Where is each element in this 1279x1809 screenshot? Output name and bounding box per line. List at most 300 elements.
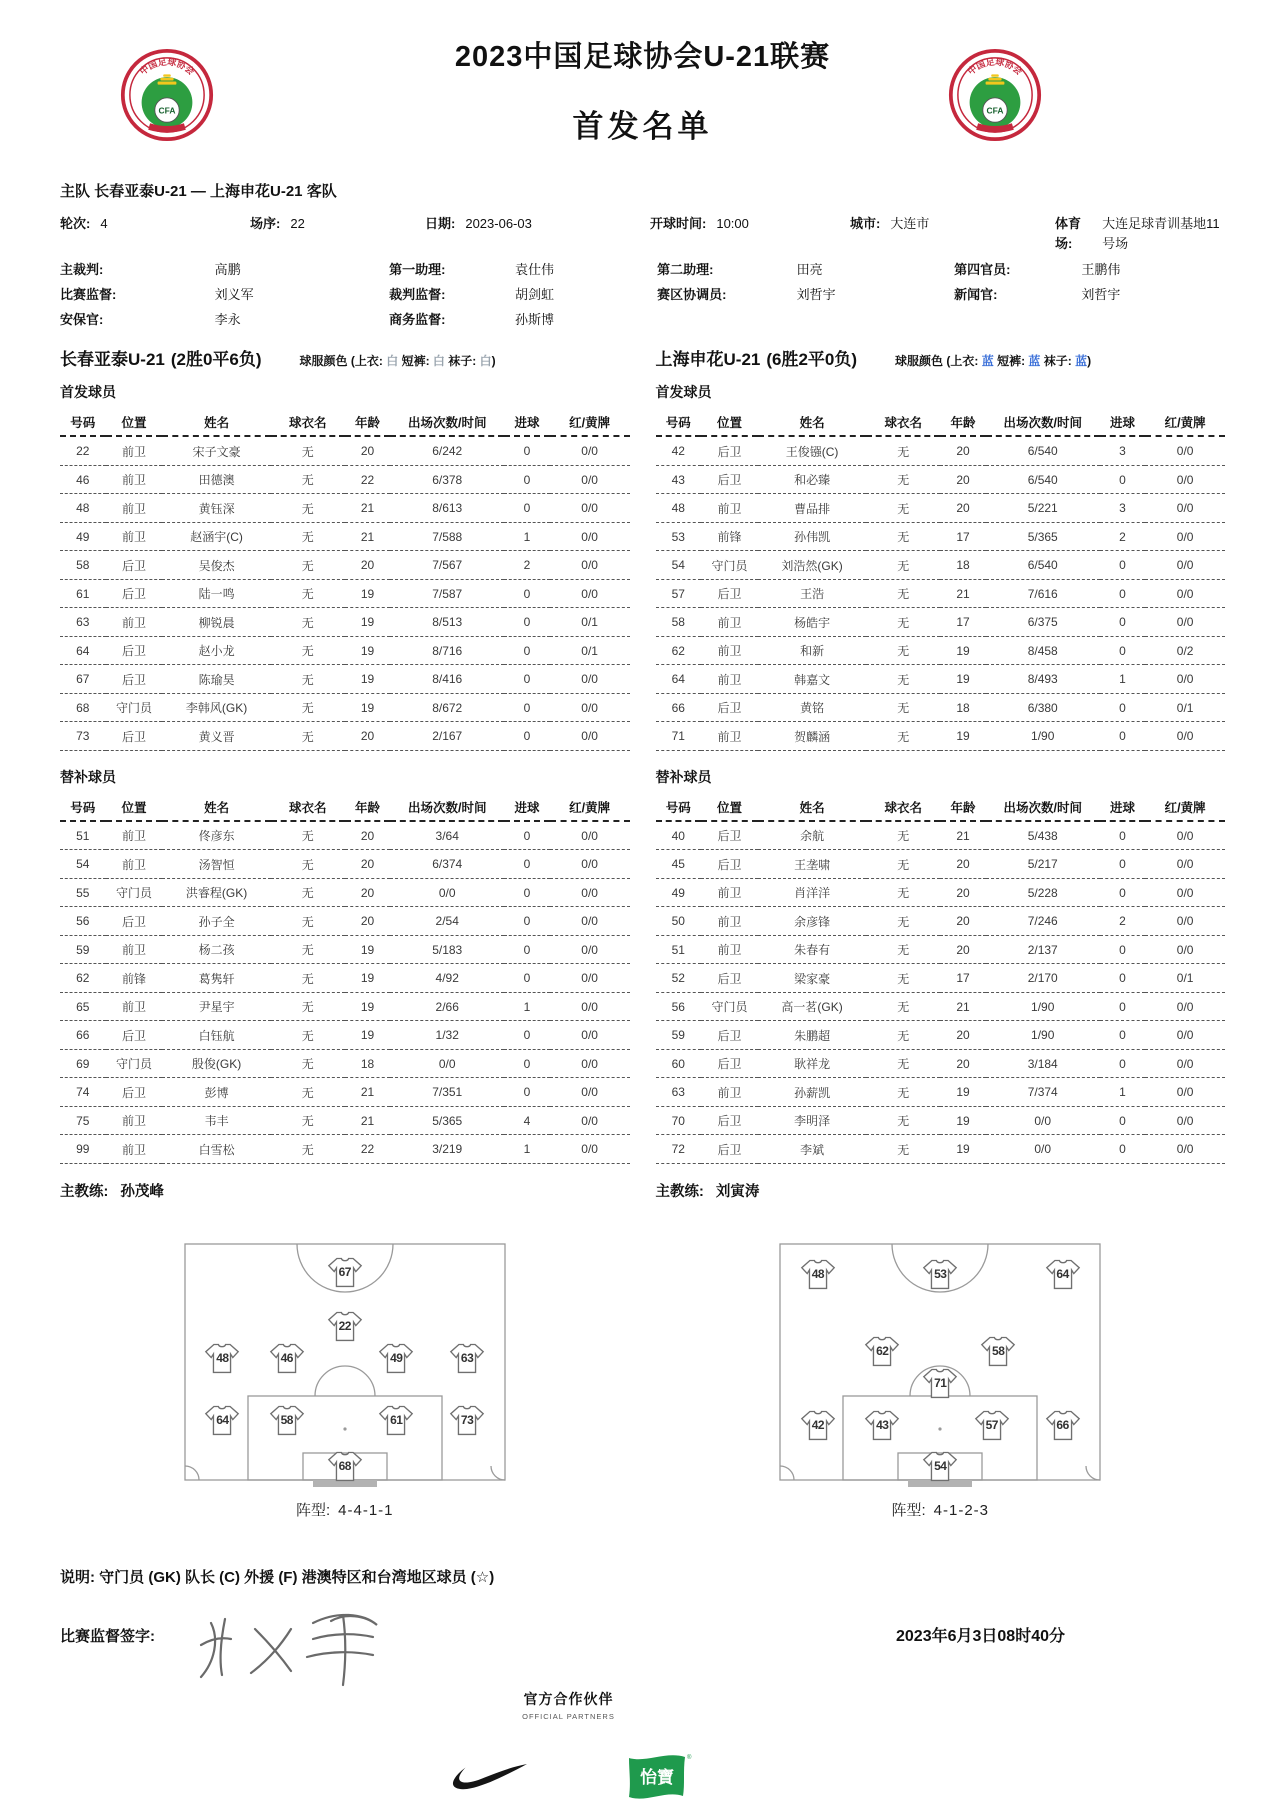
player-cell: 李韩风(GK): [162, 693, 270, 722]
player-cell: 0: [504, 821, 550, 850]
player-cell: 74: [60, 1078, 106, 1107]
player-cell: 0: [1100, 636, 1146, 665]
player-cell: 70: [656, 1106, 702, 1135]
player-cell: 65: [60, 992, 106, 1021]
player-cell: 58: [60, 551, 106, 580]
player-cell: 58: [656, 608, 702, 637]
info-label: 安保官:: [60, 312, 104, 327]
player-cell: 陈瑜昊: [162, 665, 270, 694]
shirt-number: 22: [338, 1319, 351, 1334]
player-cell: 朱春有: [758, 935, 866, 964]
column-header: 球衣名: [271, 793, 345, 821]
shirt-number: 48: [811, 1267, 825, 1282]
info-pair: [850, 214, 1055, 254]
player-cell: 2/170: [986, 964, 1100, 993]
player-cell: 6/374: [390, 850, 504, 879]
player-cell: 7/374: [986, 1078, 1100, 1107]
player-cell: 3/219: [390, 1135, 504, 1164]
column-header: 位置: [106, 408, 163, 436]
player-cell: 柳锐晨: [162, 608, 270, 637]
player-cell: 前卫: [106, 522, 163, 551]
kit-color-value: 蓝: [981, 354, 994, 368]
home-pitch: [184, 1243, 506, 1489]
info-value: 袁仕伟: [515, 262, 555, 277]
player-cell: 20: [345, 436, 391, 465]
player-cell: 0/0: [550, 436, 630, 465]
player-cell: 守门员: [106, 878, 163, 907]
player-cell: 19: [940, 1135, 986, 1164]
player-cell: 56: [60, 907, 106, 936]
player-cell: 佟彦东: [162, 821, 270, 850]
player-cell: 8/672: [390, 693, 504, 722]
shirt-number: 48: [216, 1351, 229, 1366]
column-header: 进球: [1100, 408, 1146, 436]
player-cell: 0: [504, 878, 550, 907]
player-cell: 8/613: [390, 494, 504, 523]
officials-row-2: [60, 285, 1225, 304]
player-cell: 2: [504, 551, 550, 580]
player-row: [60, 1135, 630, 1164]
info-value: 大连足球青训基地11号场: [1102, 216, 1220, 251]
home-team-record: (2胜0平6负): [170, 350, 262, 369]
partners-section: [0, 1689, 1151, 1803]
home-coach-line: [60, 1180, 630, 1201]
player-cell: 后卫: [106, 636, 163, 665]
player-row: [60, 1078, 630, 1107]
player-cell: 0/0: [1145, 850, 1225, 879]
player-cell: 0/0: [550, 665, 630, 694]
player-cell: 20: [345, 850, 391, 879]
player-row: [656, 636, 1226, 665]
player-cell: 前锋: [701, 522, 758, 551]
shirt-number: 66: [1056, 1417, 1069, 1432]
player-cell: 余航: [758, 821, 866, 850]
shirt-number: 57: [985, 1417, 998, 1432]
cestbon-logo: [621, 1751, 693, 1803]
player-cell: 0/0: [1145, 1049, 1225, 1078]
player-cell: 4: [504, 1106, 550, 1135]
player-cell: 无: [866, 1021, 940, 1050]
player-row: [656, 608, 1226, 637]
player-cell: 无: [866, 878, 940, 907]
info-pair: [657, 260, 954, 279]
player-row: [656, 436, 1226, 465]
cfa-logo-left: [120, 48, 214, 142]
player-cell: 6/380: [986, 693, 1100, 722]
player-cell: 19: [345, 693, 391, 722]
player-shirt: [922, 1367, 958, 1399]
player-cell: 孙子全: [162, 907, 270, 936]
column-header: 红/黄牌: [550, 408, 630, 436]
shirt-number: 64: [216, 1412, 229, 1427]
column-header: 红/黄牌: [1145, 408, 1225, 436]
player-cell: 20: [345, 551, 391, 580]
player-cell: 72: [656, 1135, 702, 1164]
player-cell: 无: [271, 608, 345, 637]
player-cell: 杨二孩: [162, 935, 270, 964]
player-cell: 后卫: [106, 1021, 163, 1050]
player-cell: 贺麟涵: [758, 722, 866, 751]
player-shirt: [1045, 1409, 1081, 1441]
player-row: [60, 722, 630, 751]
column-header: 号码: [60, 793, 106, 821]
player-row: [60, 1021, 630, 1050]
player-cell: 0/0: [1145, 494, 1225, 523]
player-row: [60, 636, 630, 665]
column-header: 球衣名: [866, 793, 940, 821]
info-pair: [250, 214, 425, 254]
column-header: 进球: [504, 408, 550, 436]
home-formation-value: 4-4-1-1: [338, 1501, 394, 1519]
player-cell: 53: [656, 522, 702, 551]
player-shirt: [378, 1342, 414, 1374]
player-row: [656, 1106, 1226, 1135]
info-pair: [60, 260, 389, 279]
player-shirt: [922, 1450, 958, 1482]
player-cell: 无: [866, 1106, 940, 1135]
player-cell: 无: [271, 1106, 345, 1135]
kit-prefix: 球服颜色 (: [299, 354, 355, 368]
shirt-number: 43: [876, 1417, 889, 1432]
player-cell: 0/0: [1145, 465, 1225, 494]
player-cell: 75: [60, 1106, 106, 1135]
player-cell: 尹星宇: [162, 992, 270, 1021]
player-cell: 无: [866, 722, 940, 751]
player-row: [656, 693, 1226, 722]
player-cell: 61: [60, 579, 106, 608]
column-header: 号码: [60, 408, 106, 436]
player-cell: 守门员: [106, 1049, 163, 1078]
player-cell: 42: [656, 436, 702, 465]
player-cell: 0/0: [550, 935, 630, 964]
signature-label: 比赛监督签字:: [60, 1627, 155, 1645]
away-pitch: [779, 1243, 1101, 1489]
player-cell: 8/416: [390, 665, 504, 694]
player-cell: 0: [504, 722, 550, 751]
home-team-header: [60, 345, 630, 370]
player-cell: 无: [271, 821, 345, 850]
player-cell: 7/567: [390, 551, 504, 580]
away-formation-diagram: [656, 1243, 1226, 1520]
player-row: [60, 1106, 630, 1135]
kit-part-label: 短裤:: [993, 354, 1029, 368]
column-header: 号码: [656, 408, 702, 436]
player-cell: 黄铭: [758, 693, 866, 722]
player-cell: 0: [1100, 1106, 1146, 1135]
player-cell: 后卫: [701, 821, 758, 850]
player-cell: 5/438: [986, 821, 1100, 850]
player-cell: 后卫: [701, 964, 758, 993]
player-cell: 前卫: [106, 1106, 163, 1135]
player-cell: 前卫: [701, 1078, 758, 1107]
player-cell: 19: [345, 579, 391, 608]
kit-part-label: 上衣:: [354, 354, 387, 368]
formation-label: 阵型:: [295, 1501, 331, 1519]
away-starters-label: 首发球员: [655, 384, 712, 400]
cestbon-flag-icon: [621, 1751, 693, 1803]
info-pair: [389, 285, 657, 304]
player-cell: 21: [345, 494, 391, 523]
svg-text:中国足球协会: 中国足球协会: [137, 56, 197, 77]
away-team-name: 上海申花U-21: [655, 350, 761, 369]
info-label: 比赛监督:: [60, 287, 117, 302]
player-cell: 19: [345, 665, 391, 694]
player-cell: 0: [504, 1078, 550, 1107]
player-cell: 5/183: [390, 935, 504, 964]
home-coach-name: 孙茂峰: [120, 1183, 164, 1200]
player-cell: 0/1: [1145, 964, 1225, 993]
player-cell: 前卫: [106, 821, 163, 850]
player-cell: 0/0: [1145, 522, 1225, 551]
home-formation-label: [296, 1499, 394, 1520]
player-cell: 43: [656, 465, 702, 494]
column-header: 姓名: [758, 793, 866, 821]
player-shirt: [204, 1404, 240, 1436]
info-pair: [657, 285, 954, 304]
player-cell: 6/540: [986, 436, 1100, 465]
home-formation-diagram: [60, 1243, 630, 1520]
player-cell: 63: [60, 608, 106, 637]
partner-logos: [0, 1751, 1151, 1803]
player-cell: 0/0: [550, 522, 630, 551]
partners-subtitle: OFFICIAL PARTNERS: [522, 1711, 615, 1721]
shirt-number: 63: [460, 1351, 474, 1366]
player-shirt: [864, 1409, 900, 1441]
player-cell: 19: [345, 608, 391, 637]
player-cell: 0: [1100, 693, 1146, 722]
player-cell: 0/0: [550, 850, 630, 879]
player-cell: 21: [345, 522, 391, 551]
player-cell: 1/90: [986, 1021, 1100, 1050]
kit-color-value: 白: [479, 354, 492, 368]
info-pair: [389, 260, 657, 279]
player-cell: 王俊镪(C): [758, 436, 866, 465]
away-team-record: (6胜2平0负): [766, 350, 858, 369]
player-cell: 19: [345, 964, 391, 993]
column-header: 出场次数/时间: [390, 793, 504, 821]
player-cell: 69: [60, 1049, 106, 1078]
info-value: 刘义军: [214, 287, 254, 302]
player-cell: 后卫: [701, 693, 758, 722]
shirt-number: 54: [934, 1459, 947, 1474]
column-header: 红/黄牌: [550, 793, 630, 821]
player-cell: 前卫: [106, 608, 163, 637]
player-cell: 后卫: [106, 722, 163, 751]
player-cell: 21: [940, 821, 986, 850]
shirt-number: 58: [280, 1412, 293, 1427]
player-cell: 64: [60, 636, 106, 665]
player-cell: 0/0: [550, 821, 630, 850]
info-label: 新闻官:: [954, 287, 998, 302]
player-cell: 71: [656, 722, 702, 751]
player-cell: 5/228: [986, 878, 1100, 907]
player-cell: 19: [345, 636, 391, 665]
player-cell: 吴俊杰: [162, 551, 270, 580]
player-cell: 1: [504, 522, 550, 551]
column-header: 年龄: [940, 793, 986, 821]
shirt-number: 64: [1056, 1267, 1069, 1282]
player-cell: 54: [656, 551, 702, 580]
player-cell: 赵小龙: [162, 636, 270, 665]
player-row: [656, 1049, 1226, 1078]
player-cell: 0/1: [550, 608, 630, 637]
info-pair: [389, 310, 657, 329]
player-cell: 宋子文豪: [162, 436, 270, 465]
player-shirt: [269, 1404, 305, 1436]
legend-note: 说明: 守门员 (GK) 队长 (C) 外援 (F) 港澳特区和台湾地区球员 (☆): [60, 1568, 495, 1586]
player-shirt: [204, 1342, 240, 1374]
info-value: 王鹏伟: [1081, 262, 1121, 277]
kit-suffix: ): [1087, 354, 1092, 368]
player-row: [60, 1049, 630, 1078]
player-cell: 22: [345, 1135, 391, 1164]
player-cell: 0/0: [1145, 722, 1225, 751]
player-cell: 21: [345, 1106, 391, 1135]
partners-title: 官方合作伙伴: [523, 1690, 614, 1707]
player-cell: 49: [60, 522, 106, 551]
player-cell: 7/616: [986, 579, 1100, 608]
column-header: 年龄: [345, 408, 391, 436]
player-cell: 后卫: [701, 1049, 758, 1078]
player-cell: 7/588: [390, 522, 504, 551]
player-cell: 无: [866, 907, 940, 936]
player-cell: 0/0: [550, 1106, 630, 1135]
player-cell: 0/0: [986, 1106, 1100, 1135]
player-cell: 0/0: [1145, 1106, 1225, 1135]
column-header: 姓名: [162, 408, 270, 436]
cfa-logo-right: [948, 48, 1042, 142]
player-cell: 无: [271, 1021, 345, 1050]
player-row: [60, 608, 630, 637]
player-cell: 20: [940, 494, 986, 523]
player-cell: 18: [940, 551, 986, 580]
svg-text:CFA: CFA: [986, 105, 1004, 116]
player-cell: 刘浩然(GK): [758, 551, 866, 580]
player-cell: 51: [60, 821, 106, 850]
player-row: [656, 551, 1226, 580]
kit-part-label: 袜子:: [444, 354, 480, 368]
player-shirt: [327, 1256, 363, 1288]
player-cell: 51: [656, 935, 702, 964]
player-cell: 0/0: [1145, 579, 1225, 608]
player-cell: 2: [1100, 907, 1146, 936]
player-cell: 无: [271, 436, 345, 465]
player-cell: 8/493: [986, 665, 1100, 694]
player-cell: 20: [345, 907, 391, 936]
player-cell: 48: [656, 494, 702, 523]
player-cell: 99: [60, 1135, 106, 1164]
player-cell: 19: [940, 665, 986, 694]
info-label: 开球时间:: [650, 216, 707, 231]
player-cell: 6/540: [986, 465, 1100, 494]
player-cell: 余彦锋: [758, 907, 866, 936]
player-cell: 0: [1100, 992, 1146, 1021]
player-cell: 66: [60, 1021, 106, 1050]
player-cell: 和新: [758, 636, 866, 665]
player-cell: 20: [940, 935, 986, 964]
signature-row: [60, 1601, 1225, 1687]
player-cell: 李明泽: [758, 1106, 866, 1135]
player-cell: 0: [504, 693, 550, 722]
player-cell: 无: [866, 821, 940, 850]
player-cell: 无: [866, 1135, 940, 1164]
away-subs-label: 替补球员: [655, 768, 712, 785]
player-row: [656, 878, 1226, 907]
player-cell: 62: [656, 636, 702, 665]
column-header: 红/黄牌: [1145, 793, 1225, 821]
kit-color-value: 白: [386, 354, 399, 368]
page-title: 2023中国足球协会U-21联赛: [454, 41, 831, 73]
player-cell: 21: [940, 992, 986, 1021]
player-cell: 无: [271, 693, 345, 722]
player-cell: 20: [940, 465, 986, 494]
player-cell: 梁家豪: [758, 964, 866, 993]
info-label: 裁判监督:: [389, 287, 446, 302]
info-pair: [954, 260, 1225, 279]
kit-prefix: 球服颜色 (: [895, 354, 951, 368]
player-cell: 5/217: [986, 850, 1100, 879]
player-cell: 0/0: [1145, 1135, 1225, 1164]
player-cell: 0/0: [550, 1135, 630, 1164]
table-header-row: [656, 793, 1226, 821]
shirt-number: 58: [992, 1343, 1005, 1358]
player-row: [60, 964, 630, 993]
player-cell: 0: [504, 436, 550, 465]
player-cell: 前卫: [701, 878, 758, 907]
column-header: 球衣名: [866, 408, 940, 436]
info-pair: [954, 285, 1225, 304]
player-row: [656, 964, 1226, 993]
player-cell: 0: [1100, 1021, 1146, 1050]
player-cell: 无: [271, 579, 345, 608]
player-cell: 0: [1100, 1049, 1146, 1078]
player-cell: 57: [656, 579, 702, 608]
player-cell: 19: [345, 935, 391, 964]
column-header: 位置: [701, 793, 758, 821]
player-cell: 0/0: [1145, 992, 1225, 1021]
player-cell: 1/90: [986, 722, 1100, 751]
player-cell: 0/0: [1145, 907, 1225, 936]
player-cell: 无: [271, 665, 345, 694]
player-cell: 朱鹏超: [758, 1021, 866, 1050]
away-subs-table: [656, 793, 1226, 1164]
player-cell: 无: [866, 665, 940, 694]
player-cell: 后卫: [106, 579, 163, 608]
player-row: [656, 992, 1226, 1021]
player-cell: 0: [1100, 850, 1146, 879]
player-cell: 无: [866, 636, 940, 665]
info-pair: [60, 310, 389, 329]
player-cell: 0/0: [390, 1049, 504, 1078]
player-cell: 前卫: [106, 494, 163, 523]
player-cell: 8/513: [390, 608, 504, 637]
column-header: 出场次数/时间: [986, 793, 1100, 821]
player-shirt: [449, 1404, 485, 1436]
shirt-number: 68: [338, 1459, 351, 1474]
player-cell: 后卫: [701, 850, 758, 879]
info-value: 刘哲宇: [796, 287, 836, 302]
player-cell: 56: [656, 992, 702, 1021]
player-cell: 无: [271, 1049, 345, 1078]
away-formation-label: [891, 1499, 989, 1520]
player-cell: 0/0: [390, 878, 504, 907]
info-label: 轮次:: [60, 216, 91, 231]
player-cell: 无: [866, 465, 940, 494]
shirt-number: 49: [390, 1351, 403, 1366]
player-cell: 肖洋洋: [758, 878, 866, 907]
player-row: [60, 665, 630, 694]
player-cell: 孙薪凯: [758, 1078, 866, 1107]
